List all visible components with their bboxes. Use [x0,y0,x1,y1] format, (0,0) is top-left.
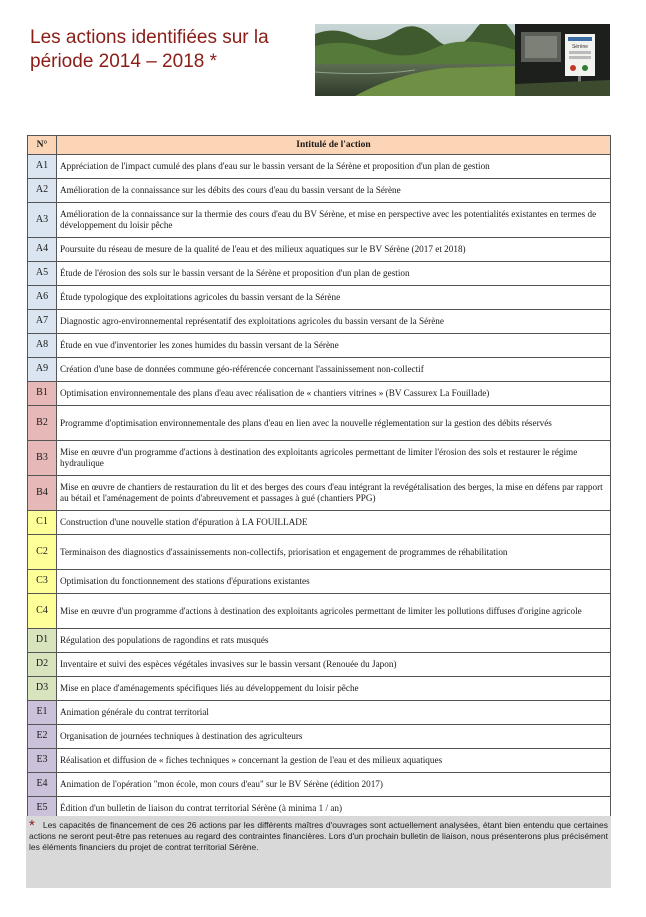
title-line-2: période 2014 – 2018 * [30,51,217,72]
action-number: A3 [28,203,57,238]
table-row [28,677,611,701]
footnote-marker: * [29,817,35,834]
action-label: Organisation de journées techniques à destination des agriculteurs [57,725,611,749]
table-row [28,382,611,406]
action-label: Mise en œuvre d'un programme d'actions à destination des exploitants agricoles permettant de limiter l'érosion des sols et restaurer le régime hydraulique [57,441,611,476]
action-number: E1 [28,701,57,725]
action-label: Étude en vue d'inventorier les zones humides du bassin versant de la Sérène [57,334,611,358]
header-label: Intitulé de l'action [57,136,611,155]
action-label: Programme d'optimisation environnementale des plans d'eau en lien avec la nouvelle réglementation sur la gestion des débits réservés [57,406,611,441]
page-title [30,26,310,74]
action-number: E5 [28,797,57,821]
action-number: A1 [28,155,57,179]
footnote [26,816,611,888]
table-row [28,358,611,382]
action-number: C2 [28,535,57,570]
table-row [28,334,611,358]
action-number: A5 [28,262,57,286]
action-label: Appréciation de l'impact cumulé des plans d'eau sur le bassin versant de la Sérène et proposition d'un plan de gestion [57,155,611,179]
title-line-1: Les actions identifiées sur la [30,27,269,48]
table-row [28,511,611,535]
action-label: Animation de l'opération "mon école, mon cours d'eau" sur le BV Sérène (édition 2017) [57,773,611,797]
action-number: A8 [28,334,57,358]
action-number: E2 [28,725,57,749]
action-label: Optimisation environnementale des plans d'eau avec réalisation de « chantiers vitrines » (BV Cassurex La Fouillade) [57,382,611,406]
action-label: Régulation des populations de ragondins et rats musqués [57,629,611,653]
action-label: Amélioration de la connaissance sur la thermie des cours d'eau du BV Sérène, et mise en perspective avec les potentialités existantes en termes de développement du loisir pêche [57,203,611,238]
table-row [28,179,611,203]
action-number: A6 [28,286,57,310]
action-number: A4 [28,238,57,262]
table-row [28,286,611,310]
table-row [28,594,611,629]
table-row [28,441,611,476]
action-label: Diagnostic agro-environnemental représentatif des exploitations agricoles du bassin versant de la Sérène [57,310,611,334]
action-number: B3 [28,441,57,476]
action-number: B4 [28,476,57,511]
action-label: Étude de l'érosion des sols sur le bassin versant de la Sérène et proposition d'un plan de gestion [57,262,611,286]
action-number: D1 [28,629,57,653]
action-number: B2 [28,406,57,441]
table-row [28,406,611,441]
action-number: D3 [28,677,57,701]
table-row [28,262,611,286]
header-number: N° [28,136,57,155]
table-body [28,155,611,821]
table-row [28,535,611,570]
action-label: Poursuite du réseau de mesure de la qualité de l'eau et des milieux aquatiques sur le BV Sérène (2017 et 2018) [57,238,611,262]
table-row [28,476,611,511]
table-row [28,629,611,653]
action-label: Mise en œuvre de chantiers de restauration du lit et des berges des cours d'eau intégrant la revégétalisation des berges, la mise en défens par rapport au bétail et l'aménagement de points d'abreuvement et passages à gué (chantiers PPG) [57,476,611,511]
table-row [28,701,611,725]
table-row [28,653,611,677]
action-number: C4 [28,594,57,629]
table-row [28,725,611,749]
actions-table [27,135,611,821]
action-label: Mise en œuvre d'un programme d'actions à destination des exploitants agricoles permettant de limiter les pollutions diffuses d'origine agricole [57,594,611,629]
action-number: A9 [28,358,57,382]
action-number: E3 [28,749,57,773]
action-number: C1 [28,511,57,535]
action-label: Inventaire et suivi des espèces végétales invasives sur le bassin versant (Renouée du Japon) [57,653,611,677]
action-label: Construction d'une nouvelle station d'épuration à LA FOUILLADE [57,511,611,535]
photo-sign-label: Sérène [571,44,589,50]
table-row [28,238,611,262]
table-row [28,310,611,334]
action-label: Animation générale du contrat territorial [57,701,611,725]
table-row [28,773,611,797]
footnote-text: Les capacités de financement de ces 26 actions par les différents maîtres d'ouvrages sont actuellement analysées, étant bien entendu que certaines actions ne seront peut-être pas retenues au regard des contraintes financières. Lors d'un prochain bulletin de liaison, nous présenterons plus précisément les éléments financiers du projet de contrat territorial Sérène. [29,820,608,852]
action-label: Optimisation du fonctionnement des stations d'épurations existantes [57,570,611,594]
action-label: Étude typologique des exploitations agricoles du bassin versant de la Sérène [57,286,611,310]
table-row [28,749,611,773]
table-row [28,203,611,238]
action-label: Amélioration de la connaissance sur les débits des cours d'eau du bassin versant de la Sérène [57,179,611,203]
action-number: B1 [28,382,57,406]
table-row [28,155,611,179]
action-label: Terminaison des diagnostics d'assainissements non-collectifs, priorisation et engagement de programmes de réhabilitation [57,535,611,570]
action-number: E4 [28,773,57,797]
action-number: D2 [28,653,57,677]
action-number: A2 [28,179,57,203]
action-number: C3 [28,570,57,594]
river-photo [315,24,610,96]
action-number: A7 [28,310,57,334]
action-label: Mise en place d'aménagements spécifiques liés au développement du loisir pêche [57,677,611,701]
table-header-row [28,136,611,155]
table-row [28,570,611,594]
action-label: Création d'une base de données commune géo-référencée concernant l'assainissement non-collectif [57,358,611,382]
action-label: Édition d'un bulletin de liaison du contrat territorial Sérène (à minima 1 / an) [57,797,611,821]
action-label: Réalisation et diffusion de « fiches techniques » concernant la gestion de l'eau et des milieux aquatiques [57,749,611,773]
